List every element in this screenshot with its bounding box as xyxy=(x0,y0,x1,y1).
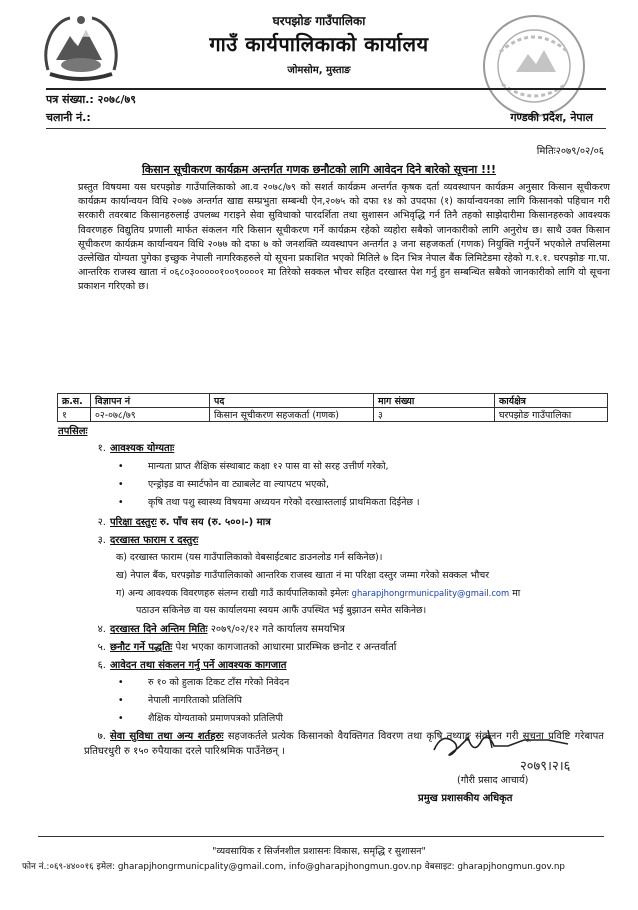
footer-contact xyxy=(22,860,565,872)
office-address: जोमसोम, मुस्ताङ xyxy=(287,65,351,76)
list-item-text: रु १० को हुलाक टिकट टाँस गरेको निवेदन xyxy=(148,677,290,688)
table-header: पद xyxy=(210,394,374,408)
list-item xyxy=(118,675,289,688)
footer-emails[interactable]: gharapjhongrmunicpality@gmail.com, info@gharapjhongmun.gov.np xyxy=(117,862,422,872)
province-label: गण्डकी प्रदेश, नेपाल xyxy=(510,111,593,124)
list-item xyxy=(118,711,283,724)
section-number: ५. xyxy=(97,642,106,653)
section-title: आवेदन तथा संकलन गर्नु पर्ने आवश्यक कागजात xyxy=(110,660,287,671)
section-number: ६. xyxy=(97,660,106,671)
section-text: पेश भएका कागजातको आधारमा प्रारम्भिक छनोट र अन्तर्वार्ता xyxy=(175,642,397,653)
section-number: १. xyxy=(97,443,106,454)
section-number: २. xyxy=(97,517,106,528)
section-number: ३. xyxy=(97,535,106,546)
bullet-icon: • xyxy=(118,713,124,724)
vacancy-table xyxy=(57,393,608,422)
list-item xyxy=(118,459,389,472)
table-header: माग संख्या xyxy=(374,394,495,408)
footer-website-label: वेबसाइट: xyxy=(424,862,455,872)
section-text: सहजकर्तले प्रत्येक किसानको वैयक्तिगत विवरण तथा कृषि तथ्याङ्क संकलन गरी सूचना प्रविष्टि गरेबापत प्रतिघरधुरी रु १५० रुपैयाका दरले पारिश्रमिक पाउँनेछन् । xyxy=(84,731,604,757)
table-cell: घरपझोङ गाउँपालिका xyxy=(495,408,608,422)
section-text: रु. पाँच सय (रु. ५००।-) मात्र xyxy=(159,517,271,528)
table-cell: किसान सूचीकरण सहजकर्ता (गणक) xyxy=(210,408,374,422)
dispatch-number: चलानी नं.: xyxy=(46,111,91,124)
sub-item-mark: ग) xyxy=(116,588,125,599)
sub-item xyxy=(116,568,489,581)
section-qualification xyxy=(84,440,174,454)
header-divider xyxy=(46,88,606,90)
section-documents xyxy=(84,657,287,671)
sub-item xyxy=(116,550,382,563)
table-row xyxy=(58,408,608,422)
table-header: विज्ञापन नं xyxy=(91,394,210,408)
office-name: गाउँ कार्यपालिकाको कार्यालय xyxy=(209,32,429,56)
bullet-icon: • xyxy=(118,497,124,508)
footer-website[interactable]: gharapjhongmun.gov.np xyxy=(457,862,566,872)
sub-item-text: दरखास्त फाराम (यस गाउँपालिकाको वेबसाईटबाट डाउनलोड गर्न सकिनेछ)। xyxy=(129,552,383,563)
footer-slogan: "व्यवसायिक र सिर्जनशील प्रशासनः विकास, समृद्धि र सुशासन" xyxy=(212,846,426,857)
section-title: छनौट गर्ने पद्धतिः xyxy=(110,642,173,653)
section-title: दरखास्त दिने अन्तिम मितिः xyxy=(110,624,208,635)
section-title: परिक्षा दस्तुरः xyxy=(110,517,157,528)
section-title: आवश्यक योग्यताः xyxy=(110,443,175,454)
sub-item-mark: क) xyxy=(116,552,127,563)
list-item-text: कृषि तथा पशु स्वास्थ्य विषयमा अध्ययन गरेकोे दरखास्तलाई प्राथमिकता दिईनेछ । xyxy=(148,497,420,508)
section-exam-fee xyxy=(84,514,271,528)
section-number: ७. xyxy=(97,731,106,742)
table-cell: ३ xyxy=(374,408,495,422)
section-title: सेवा सुविधा तथा अन्य शर्तहरुः xyxy=(110,731,224,742)
sub-item-tail: मा xyxy=(512,588,521,599)
signatory-name: (गौरी प्रसाद आचार्य) xyxy=(457,775,529,786)
section-selection-method xyxy=(84,639,396,653)
email-link[interactable]: gharapjhongrmunicpality@gmail.com xyxy=(351,588,510,598)
list-item-text: नेपाली नागरिताको प्रतिलिपि xyxy=(148,695,242,706)
section-application-form xyxy=(84,532,198,546)
municipality-name: घरपझोङ गाउँपालिका xyxy=(272,14,366,28)
bullet-icon: • xyxy=(118,479,124,490)
table-cell: १ xyxy=(58,408,91,422)
list-item-text: एन्ड्रोइड वा स्मार्टफोन वा ट्याबलेट वा ल्यापटप भएको, xyxy=(148,479,329,490)
section-deadline xyxy=(84,621,345,635)
letter-date: मितिः२०७९/०२/०६ xyxy=(536,146,604,157)
table-header: क्र.स. xyxy=(58,394,91,408)
meta-divider xyxy=(46,128,606,129)
sub-item-text: नेपाल बैंक, घरपझोङ गाउँपालिकाको आन्तरिक राजस्व खाता नं मा परिक्षा दस्तुर जम्मा गरेको सक्कल भौचर xyxy=(130,570,490,581)
footer-email-label: इमेल: xyxy=(96,862,116,872)
letter-number: पत्र संख्या.: २०७८/७९ xyxy=(46,93,136,106)
list-item xyxy=(118,477,329,490)
bullet-icon: • xyxy=(118,461,124,472)
notice-subject: किसान सूचीकरण कार्यक्रम अन्तर्गत गणक छनौटको लागि आवेदन दिने बारेको सूचना !!! xyxy=(141,163,497,176)
footer-phone: फोन नं.:०६९-४४००१६ xyxy=(22,862,94,872)
section-title: दरखास्त फाराम र दस्तुरः xyxy=(110,535,199,546)
sub-item-text: अन्य आवश्यक विवरणहरु संलग्न राखी गाउँ कार्यपालिकाको इमेलः xyxy=(127,588,349,599)
sub-item-mark: ख) xyxy=(116,570,128,581)
table-header: कार्यक्षेत्र xyxy=(495,394,608,408)
bullet-icon: • xyxy=(118,677,124,688)
sub-item xyxy=(116,586,520,599)
handwritten-signature xyxy=(428,718,578,778)
list-item-text: मान्यता प्राप्त शैक्षिक संस्थाबाट कक्षा १२ पास वा सो सरह उत्तीर्ण गरेको, xyxy=(148,461,389,472)
table-header-row xyxy=(58,394,608,408)
signature-date: २०७९।२।६ xyxy=(520,759,571,774)
sub-item xyxy=(136,603,426,616)
list-item xyxy=(118,495,420,508)
sub-item-text: पठाउन सकिनेछ वा यस कार्यालयमा स्वयम आफैं उपस्थित भई बुझाउन समेत सकिनेछ। xyxy=(136,605,427,616)
section-text: २०७९/०२/१२ गते कार्यालय समयभित्र xyxy=(210,624,345,635)
details-heading: तपसिलः xyxy=(58,426,88,437)
footer-divider xyxy=(38,836,604,837)
list-item-text: शैक्षिक योग्यताको प्रमाणपत्रको प्रतिलिपी xyxy=(148,713,283,724)
table-cell: ०२-०७८/७९ xyxy=(91,408,210,422)
section-number: ४. xyxy=(97,624,106,635)
bullet-icon: • xyxy=(118,695,124,706)
signatory-title: प्रमुख प्रशासकीय अधिकृत xyxy=(418,793,513,804)
notice-body: प्रस्तुत विषयमा यस घरपझोङ गाउँपालिकाको आ.व २०७८/७९ को सशर्त कार्यक्रम अन्तर्गत कृषक दर्ता व्यवस्थापन कार्यक्रम अनुसार किसान सूचीकरण कार्यक्रम कार्यान्वयन विधि २०७७ अन्तर्गत खाद्य सम्प्रभुता सम्बन्धी ऐन,२०७५ को दफा १४ को उपदफा (१) कार्यान्वयनका लागि किसानको पहिचान गरी सरकारी तवरबाट किसानहरुलाई उपलब्ध गराइने सेवा सुविधाको पारदर्शिता तथा सुशासन अभिवृद्धि गर्न तिनै तहको साझेदारीमा किसानहरुको आवश्यक विवरणहरु विद्युतिय प्रणाली मार्फत संकलन गरि किसान सूचीकरण गर्ने कार्यक्रम रहेको व्यहोरा सबैको जानकारीको लागि अनुरोध छ। साथै उक्त किसान सूचीकरण कार्यक्रम कार्यान्वयन विधि २०७७ को दफा ७ को जनशक्ति व्यवस्थापन अन्तर्गत ३ जना सहजकर्ता (गणक) नियुक्ति गर्नुपर्ने भएकोले तपसिलमा उल्लेखित योग्यता पुगेका इच्छुक नेपाली नागरिकहरुले यो सूचना प्रकाशित भएको मितिले ७ दिन भित्र नेपाल बैंक लिमिटेडमा रहेको ग.१.१. घरपझोङ गा.पा. आन्तरिक राजस्व खाता नं ०६८०३०००००१००९००००१ मा तिरेको सक्कल भौचर सहित दरखास्त पेश गर्नु हुन सम्बन्धित सबैको जानकारीको लागि यो सूचना प्रकाशन गरिएको छ। xyxy=(78,182,610,293)
list-item xyxy=(118,693,242,706)
